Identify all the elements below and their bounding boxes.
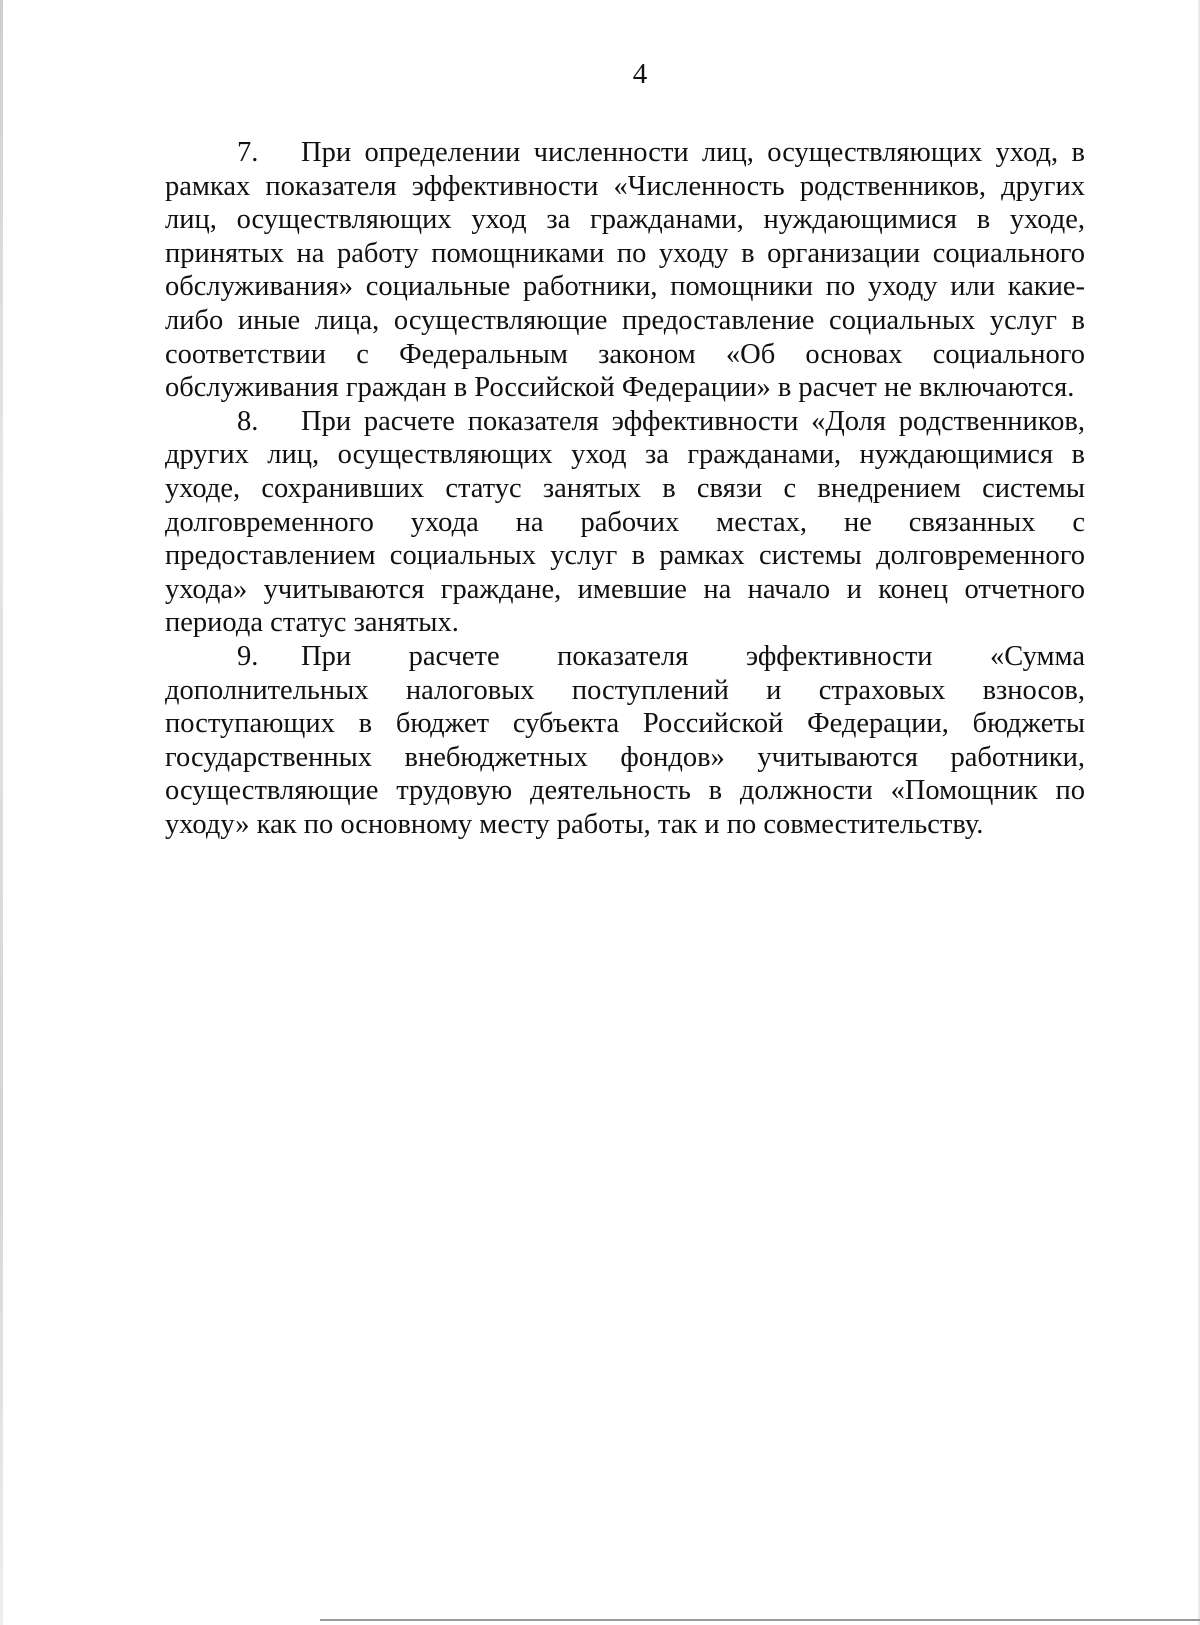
paragraph-text: При расчете показателя эффективности «Сумма дополнительных налоговых поступлений и страховых взносов, поступающих в бюджет субъекта Российской Федерации, бюджеты государственных внебюджетных фондов» учитываются работники, осуществляющие трудовую деятельность в должности «Помощник по уходу» как по основному месту работы, так и по совместительству. [165, 640, 1085, 840]
paragraph-7 [165, 136, 1085, 405]
paragraph-text: При расчете показателя эффективности «Доля родственников, других лиц, осуществляющих уход за гражданами, нуждающимися в уходе, сохранивших статус занятых в связи с внедрением системы долговременного ухода на рабочих местах, не связанных с предоставлением социальных услуг в рамках системы долговременного ухода» учитываются граждане, имевшие на начало и конец отчетного периода статус занятых. [165, 405, 1085, 639]
paragraph-number: 7. [237, 137, 259, 168]
paragraph-9 [165, 640, 1085, 842]
scan-bottom-edge [320, 1619, 1200, 1621]
paragraph-8 [165, 405, 1085, 640]
document-body [165, 136, 1085, 841]
paragraph-number: 8. [237, 405, 259, 437]
page-number: 4 [632, 58, 648, 90]
paragraph-number: 9. [237, 640, 259, 672]
scan-left-edge [0, 0, 3, 1625]
paragraph-text: При определении численности лиц, осуществляющих уход, в рамках показателя эффективности «Численность родственников, других лиц, осуществляющих уход за гражданами, нуждающимися в уходе, принятых на работу помощниками по уходу в организации социального обслуживания» социальные работники, помощники по уходу или какие-либо иные лица, осуществляющие предоставление социальных услуг в соответствии с Федеральным законом «Об основах социального обслуживания граждан в Российской Федерации» в расчет не включаются. [165, 137, 1085, 404]
